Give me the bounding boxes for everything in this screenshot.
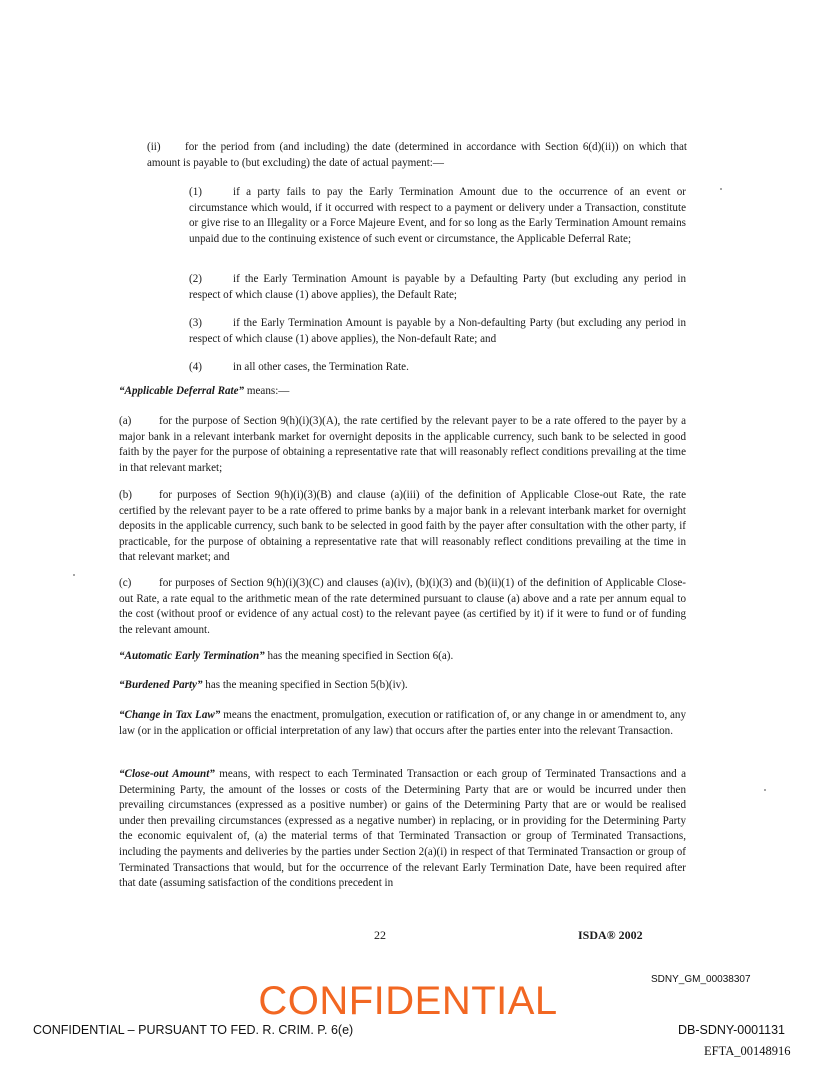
clause-ii-number: (ii) <box>147 141 161 153</box>
definition-change-in-tax-law <box>119 708 686 739</box>
confidential-notice: CONFIDENTIAL – PURSUANT TO FED. R. CRIM. P. 6(e) <box>33 1023 354 1037</box>
bates-number-top: SDNY_GM_00038307 <box>651 974 751 985</box>
scan-speck <box>720 188 722 190</box>
document-name: ISDA® 2002 <box>578 928 643 942</box>
defined-term: “Change in Tax Law” <box>119 709 221 721</box>
deferral-rate-item-c <box>119 576 686 638</box>
sub-clause-text: in all other cases, the Termination Rate. <box>233 361 409 373</box>
item-text: for the purpose of Section 9(h)(i)(3)(A), the rate certified by the relevant payer to be a rate offered to the payer by a major bank in a relevant interbank market for overnight deposits in the applicable currency, such bank to be selected in good faith by the payer for the purpose of obtaining a representative rate that will reasonably reflect conditions prevailing at the time in that relevant market; <box>119 415 686 474</box>
item-text: for purposes of Section 9(h)(i)(3)(B) and clause (a)(iii) of the definition of Applicable Close-out Rate, the rate certified by the relevant payer to be a rate offered to prime banks by a major bank in a relevant interbank market for overnight deposits in the applicable currency, such bank to be selected in good faith by the payer after consultation with the other party, if practicable, for the purpose of obtaining a representative rate that will reasonably reflect conditions prevailing at the time in that relevant market; and <box>119 489 686 564</box>
definition-text: means, with respect to each Terminated Transaction or each group of Terminated Transactions and a Determining Party, the amount of the losses or costs of the Determining Party that are or would be incurred under then prevailing circumstances (expressed as a positive number) or gains of the Determining Party that are or would be realised under then prevailing circumstances (expressed as a negative number) in replacing, or in providing for the Determining Party the economic equivalent of, (a) the material terms of that Terminated Transaction or group of Terminated Transactions, including the payments and deliveries by the parties under Section 2(a)(i) in respect of that Terminated Transaction or group of Terminated Transactions that would, but for the occurrence of the relevant Early Termination Date, have been required after that date (assuming satisfaction of the conditions precedent in <box>119 768 686 890</box>
item-number: (c) <box>119 577 132 589</box>
deferral-rate-item-b <box>119 488 686 566</box>
defined-term: “Applicable Deferral Rate” <box>119 385 245 397</box>
sub-clause-number: (4) <box>189 361 202 373</box>
defined-term: “Close-out Amount” <box>119 768 215 780</box>
scan-speck <box>73 574 75 576</box>
sub-clause-text: if the Early Termination Amount is payable by a Non-defaulting Party (but excluding any period in respect of which clause (1) above applies), the Non-default Rate; and <box>189 317 686 345</box>
clause-ii <box>147 140 687 171</box>
confidential-stamp: CONFIDENTIAL <box>258 979 558 1023</box>
sub-clause-number: (2) <box>189 273 202 285</box>
sub-clause-1 <box>189 185 686 247</box>
definition-applicable-deferral-rate <box>119 384 686 400</box>
item-number: (b) <box>119 489 132 501</box>
definition-text: has the meaning specified in Section 6(a). <box>264 650 454 662</box>
clause-ii-text: for the period from (and including) the date (determined in accordance with Section 6(d)(ii)) on which that amount is payable to (but excluding) the date of actual payment:— <box>147 141 687 169</box>
definition-text: has the meaning specified in Section 5(b)(iv). <box>202 679 408 691</box>
page-number: 22 <box>374 928 386 942</box>
deferral-rate-item-a <box>119 414 686 476</box>
definition-close-out-amount <box>119 767 686 892</box>
item-text: for purposes of Section 9(h)(i)(3)(C) and clauses (a)(iv), (b)(i)(3) and (b)(ii)(1) of the definition of Applicable Close-out Rate, a rate equal to the arithmetic mean of the rate determined pursuant to clause (a) above and a rate per annum equal to the cost (without proof or evidence of any actual cost) to the relevant payee (as certified by it) if it were to fund or of funding the relevant amount. <box>119 577 686 636</box>
item-number: (a) <box>119 415 132 427</box>
sub-clause-4 <box>189 360 686 376</box>
definition-intro: means:— <box>244 385 290 397</box>
definition-burdened-party <box>119 678 686 694</box>
sub-clause-number: (1) <box>189 186 202 198</box>
definition-text: means the enactment, promulgation, execution or ratification of, or any change in or amendment to, any law (or in the application or official interpretation of any law) that occurs after the parties enter into the relevant Transaction. <box>119 709 686 737</box>
sub-clause-text: if a party fails to pay the Early Termination Amount due to the occurrence of an event or circumstance which would, if it occurred with respect to a payment or delivery under a Transaction, constitute or give rise to an Illegality or a Force Majeure Event, and for so long as the Early Termination Amount remains unpaid due to the continuing existence of such event or circumstance, the Applicable Deferral Rate; <box>189 186 686 245</box>
defined-term: “Burdened Party” <box>119 679 203 691</box>
sub-clause-text: if the Early Termination Amount is payable by a Defaulting Party (but excluding any period in respect of which clause (1) above applies), the Default Rate; <box>189 273 686 301</box>
scan-speck <box>764 789 766 791</box>
sub-clause-3 <box>189 316 686 347</box>
efta-number: EFTA_00148916 <box>704 1044 791 1058</box>
db-bates-number: DB-SDNY-0001131 <box>678 1023 786 1037</box>
defined-term: “Automatic Early Termination” <box>119 650 265 662</box>
sub-clause-number: (3) <box>189 317 202 329</box>
sub-clause-2 <box>189 272 686 303</box>
definition-automatic-early-termination <box>119 649 686 665</box>
